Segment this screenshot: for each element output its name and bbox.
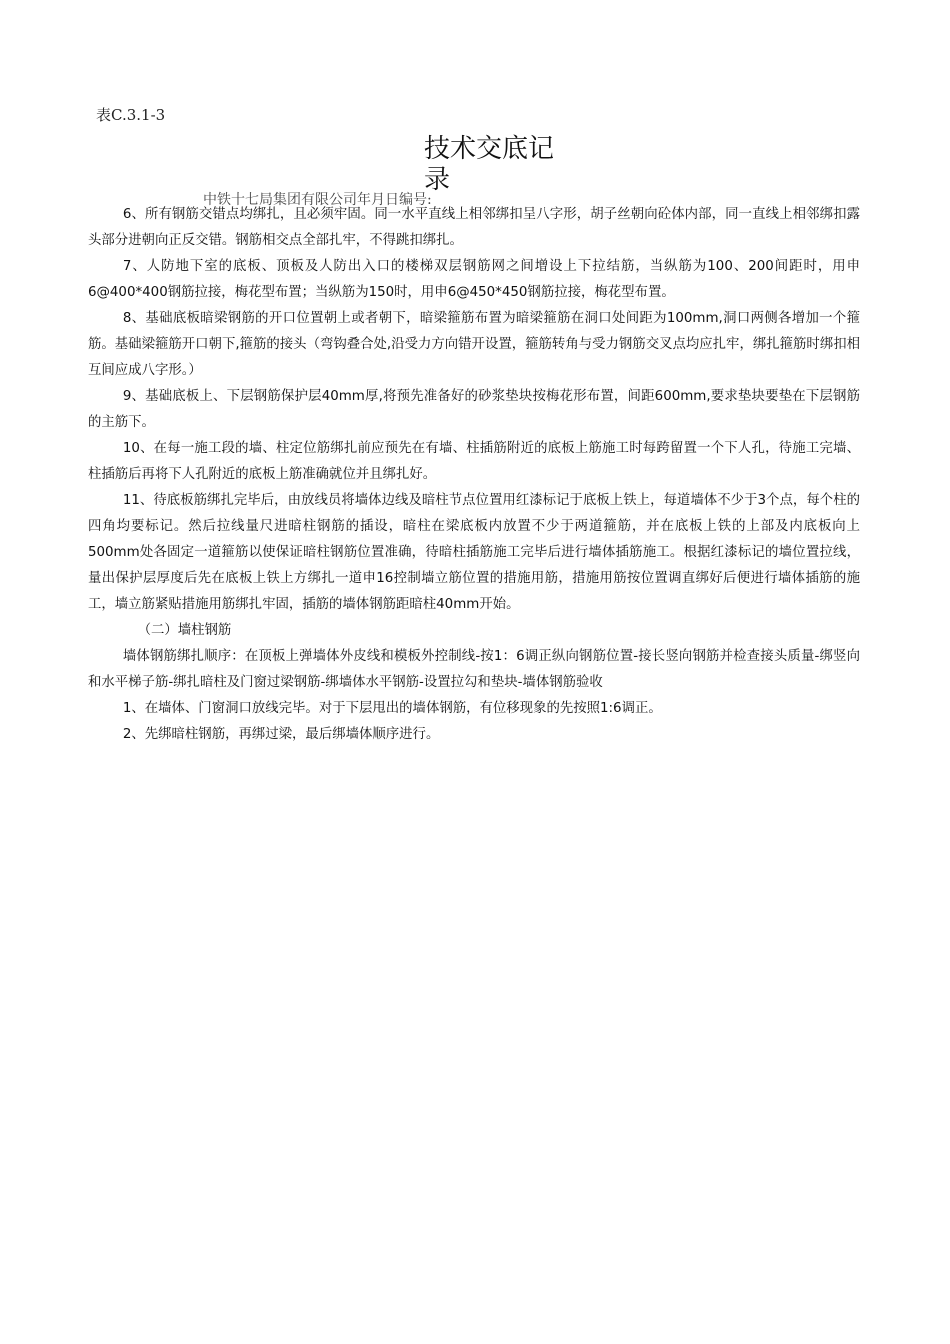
paragraph-7: 7、人防地下室的底板、顶板及人防出入口的楼梯双层钢筋网之间增设上下拉结筋，当纵筋为100、200间距时，用申6@400*400钢筋拉接，梅花型布置；当纵筋为150时，用申6@450*450钢筋拉接，梅花型布置。 [88,259,860,300]
organization-line: 中铁十七局集团有限公司年月日编号: [203,192,432,208]
paragraph-11: 11、待底板筋绑扎完毕后，由放线员将墙体边线及暗柱节点位置用红漆标记于底板上铁上，每道墙体不少于3个点，每个柱的四角均要标记。然后拉线量尺进暗柱钢筋的插设，暗柱在梁底板内放置不少于两道箍筋，并在底板上铁的上部及内底板向上500mm处各固定一道箍筋以使保证暗柱钢筋位置准确，待暗柱插筋施工完毕后进行墙体插筋施工。根据红漆标记的墙位置拉线，量出保护层厚度后先在底板上铁上方绑扎一道申16控制墙立筋位置的措施用筋，措施用筋按位置调直绑好后便进行墙体插筋的施工，墙立筋紧贴措施用筋绑扎牢固，插筋的墙体钢筋距暗柱40mm开始。 [88,493,860,612]
document-title: 技术交底记录 [424,134,555,195]
wall-item-1: 1、在墙体、门窗洞口放线完毕。对于下层甩出的墙体钢筋，有位移现象的先按照1:6调正。 [122,701,662,716]
wall-item-2: 2、先绑暗柱钢筋，再绑过梁，最后绑墙体顺序进行。 [122,727,440,742]
section-heading-wall-column: （二）墙柱钢筋 [137,623,232,638]
paragraph-9: 9、基础底板上、下层钢筋保护层40mm厚,将预先准备好的砂浆垫块按梅花形布置，间距600mm,要求垫块要垫在下层钢筋的主筋下。 [88,389,860,430]
binding-sequence: 墙体钢筋绑扎顺序：在顶板上弹墙体外皮线和模板外控制线-按1：6调正纵向钢筋位置-接长竖向钢筋并检查接头质量-绑竖向和水平梯子筋-绑扎暗柱及门窗过梁钢筋-绑墙体水平钢筋-设置拉勾和垫块-墙体钢筋验收 [88,649,860,690]
paragraph-6: 6、所有钢筋交错点均绑扎，且必须牢固。同一水平直线上相邻绑扣呈八字形，胡子丝朝向砼体内部，同一直线上相邻绑扣露头部分进朝向正反交错。钢筋相交点全部扎牢，不得跳扣绑扎。 [88,207,860,248]
paragraph-10: 10、在每一施工段的墙、柱定位筋绑扎前应预先在有墙、柱插筋附近的底板上筋施工时每跨留置一个下人孔，待施工完墙、柱插筋后再将下人孔附近的底板上筋准确就位并且绑扎好。 [88,441,860,482]
paragraph-8: 8、基础底板暗梁钢筋的开口位置朝上或者朝下，暗梁箍筋布置为暗梁箍筋在洞口处间距为100mm,洞口两侧各增加一个箍筋。基础梁箍筋开口朝下,箍筋的接头（弯钩叠合处,沿受力方向错开设置，箍筋转角与受力钢筋交叉点均应扎牢，绑扎箍筋时绑扣相互间应成八字形。） [88,311,860,378]
document-body [88,202,860,748]
table-code: 表C.3.1-3 [96,106,166,124]
